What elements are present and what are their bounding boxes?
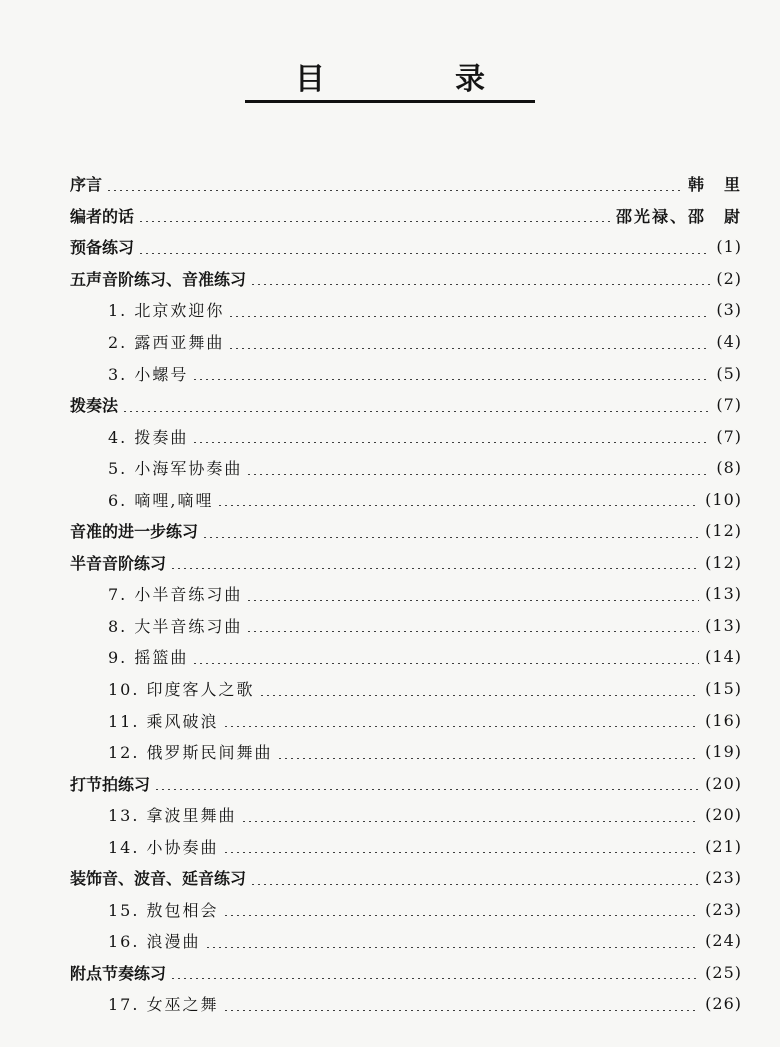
toc-subentry	[70, 452, 742, 484]
dot-leader	[205, 934, 700, 948]
dot-leader	[277, 745, 700, 759]
toc-entry-page: (21)	[705, 836, 742, 856]
toc-entry-title: 编者的话	[70, 206, 135, 226]
page-title: 目 录	[245, 62, 535, 103]
toc-entry-title: 1. 北京欢迎你	[108, 301, 225, 321]
dot-leader	[223, 997, 700, 1011]
toc-entry-title: 7. 小半音练习曲	[108, 585, 243, 605]
toc-section-entry	[70, 231, 742, 263]
toc-subentry	[70, 988, 742, 1020]
toc-entry-title: 序言	[70, 175, 103, 195]
toc-subentry	[70, 673, 742, 705]
dot-leader	[223, 839, 700, 853]
toc-subentry	[70, 736, 742, 768]
toc-entry-title: 5. 小海军协奏曲	[108, 459, 243, 479]
toc-subentry	[70, 357, 742, 389]
dot-leader	[106, 177, 682, 191]
toc-entry-title: 打节拍练习	[70, 774, 151, 794]
toc-entry-page: (20)	[705, 805, 742, 825]
toc-entry-page: (12)	[705, 521, 742, 541]
toc-entry-title: 9. 摇篮曲	[108, 648, 189, 668]
dot-leader	[154, 776, 699, 790]
dot-leader	[217, 492, 699, 506]
toc-subentry	[70, 420, 742, 452]
dot-leader	[246, 618, 699, 632]
toc-subentry	[70, 799, 742, 831]
dot-leader	[228, 335, 710, 349]
toc-entry-page: (23)	[705, 868, 742, 888]
toc-entry-title: 14. 小协奏曲	[108, 837, 219, 857]
toc-entry-title: 8. 大半音练习曲	[108, 616, 243, 636]
toc-entry-page: (25)	[705, 962, 742, 982]
toc-entry-page: (3)	[716, 300, 742, 320]
toc-section-entry	[70, 957, 742, 989]
toc-entry-title: 附点节奏练习	[70, 963, 167, 983]
toc-entry-title: 预备练习	[70, 238, 135, 258]
toc-entry-page: (16)	[705, 710, 742, 730]
toc-subentry	[70, 326, 742, 358]
toc-subentry	[70, 483, 742, 515]
toc-subentry	[70, 641, 742, 673]
dot-leader	[170, 555, 699, 569]
page-title-block	[0, 62, 780, 103]
dot-leader	[138, 240, 710, 254]
toc-entry-page: (7)	[716, 426, 742, 446]
toc-entry-title: 10. 印度客人之歌	[108, 680, 255, 700]
toc-entry-page: (15)	[705, 679, 742, 699]
table-of-contents	[70, 168, 742, 1020]
toc-entry-title: 15. 敖包相会	[108, 900, 219, 920]
toc-entry-title: 2. 露西亚舞曲	[108, 333, 225, 352]
toc-subentry	[70, 925, 742, 957]
toc-entry-title: 13. 拿波里舞曲	[108, 806, 237, 826]
toc-entry-title: 12. 俄罗斯民间舞曲	[108, 743, 273, 763]
toc-entry-title: 音准的进一步练习	[70, 522, 199, 542]
toc-entry-page: (8)	[716, 458, 742, 478]
dot-leader	[192, 366, 710, 380]
toc-entry-page: (24)	[705, 931, 742, 951]
toc-entry-title: 装饰音、波音、延音练习	[70, 869, 247, 889]
toc-section-entry	[70, 767, 742, 799]
dot-leader	[192, 650, 699, 664]
toc-entry-title: 五声音阶练习、音准练习	[70, 269, 247, 289]
toc-section-entry	[70, 263, 742, 295]
dot-leader	[223, 902, 700, 916]
dot-leader	[228, 303, 710, 317]
toc-entry-page: (20)	[705, 773, 742, 793]
toc-entry-page: 邵光禄、邵 尉	[615, 206, 742, 226]
toc-entry-title: 6. 嘀哩,嘀哩	[108, 490, 214, 510]
toc-entry-page: (2)	[716, 268, 742, 288]
toc-section-entry	[70, 862, 742, 894]
dot-leader	[250, 271, 710, 285]
toc-entry-page: (5)	[716, 363, 742, 383]
dot-leader	[138, 208, 610, 222]
toc-subentry	[70, 578, 742, 610]
toc-entry-page: 韩 里	[687, 175, 742, 195]
toc-entry-page: (10)	[705, 489, 742, 509]
toc-entry-title: 4. 拨奏曲	[108, 427, 189, 447]
dot-leader	[223, 713, 700, 727]
toc-entry-page: (26)	[705, 994, 742, 1014]
toc-entry-page: (4)	[716, 332, 742, 351]
toc-entry-page: (1)	[716, 237, 742, 257]
dot-leader	[170, 965, 699, 979]
toc-section-entry	[70, 389, 742, 421]
dot-leader	[192, 429, 710, 443]
toc-subentry	[70, 294, 742, 326]
dot-leader	[246, 461, 710, 475]
toc-entry-title: 3. 小螺号	[108, 364, 189, 384]
toc-section-entry	[70, 515, 742, 547]
toc-subentry	[70, 704, 742, 736]
toc-subentry	[70, 610, 742, 642]
dot-leader	[202, 524, 699, 538]
toc-section-entry	[70, 547, 742, 579]
toc-section-entry	[70, 200, 742, 232]
dot-leader	[122, 398, 710, 412]
toc-entry-title: 17. 女巫之舞	[108, 995, 219, 1015]
toc-entry-page: (14)	[705, 647, 742, 667]
toc-entry-page: (12)	[705, 552, 742, 572]
toc-section-entry	[70, 168, 742, 200]
toc-entry-page: (13)	[705, 615, 742, 635]
dot-leader	[250, 871, 699, 885]
toc-subentry	[70, 830, 742, 862]
toc-entry-title: 11. 乘风破浪	[108, 711, 219, 731]
toc-entry-page: (13)	[705, 584, 742, 604]
toc-entry-page: (7)	[716, 395, 742, 415]
toc-entry-title: 半音音阶练习	[70, 553, 167, 573]
dot-leader	[259, 682, 700, 696]
toc-entry-title: 拨奏法	[70, 396, 119, 416]
toc-entry-title: 16. 浪漫曲	[108, 932, 201, 952]
toc-entry-page: (19)	[705, 742, 742, 762]
dot-leader	[246, 587, 699, 601]
toc-entry-page: (23)	[705, 899, 742, 919]
toc-subentry	[70, 894, 742, 926]
dot-leader	[241, 808, 700, 822]
